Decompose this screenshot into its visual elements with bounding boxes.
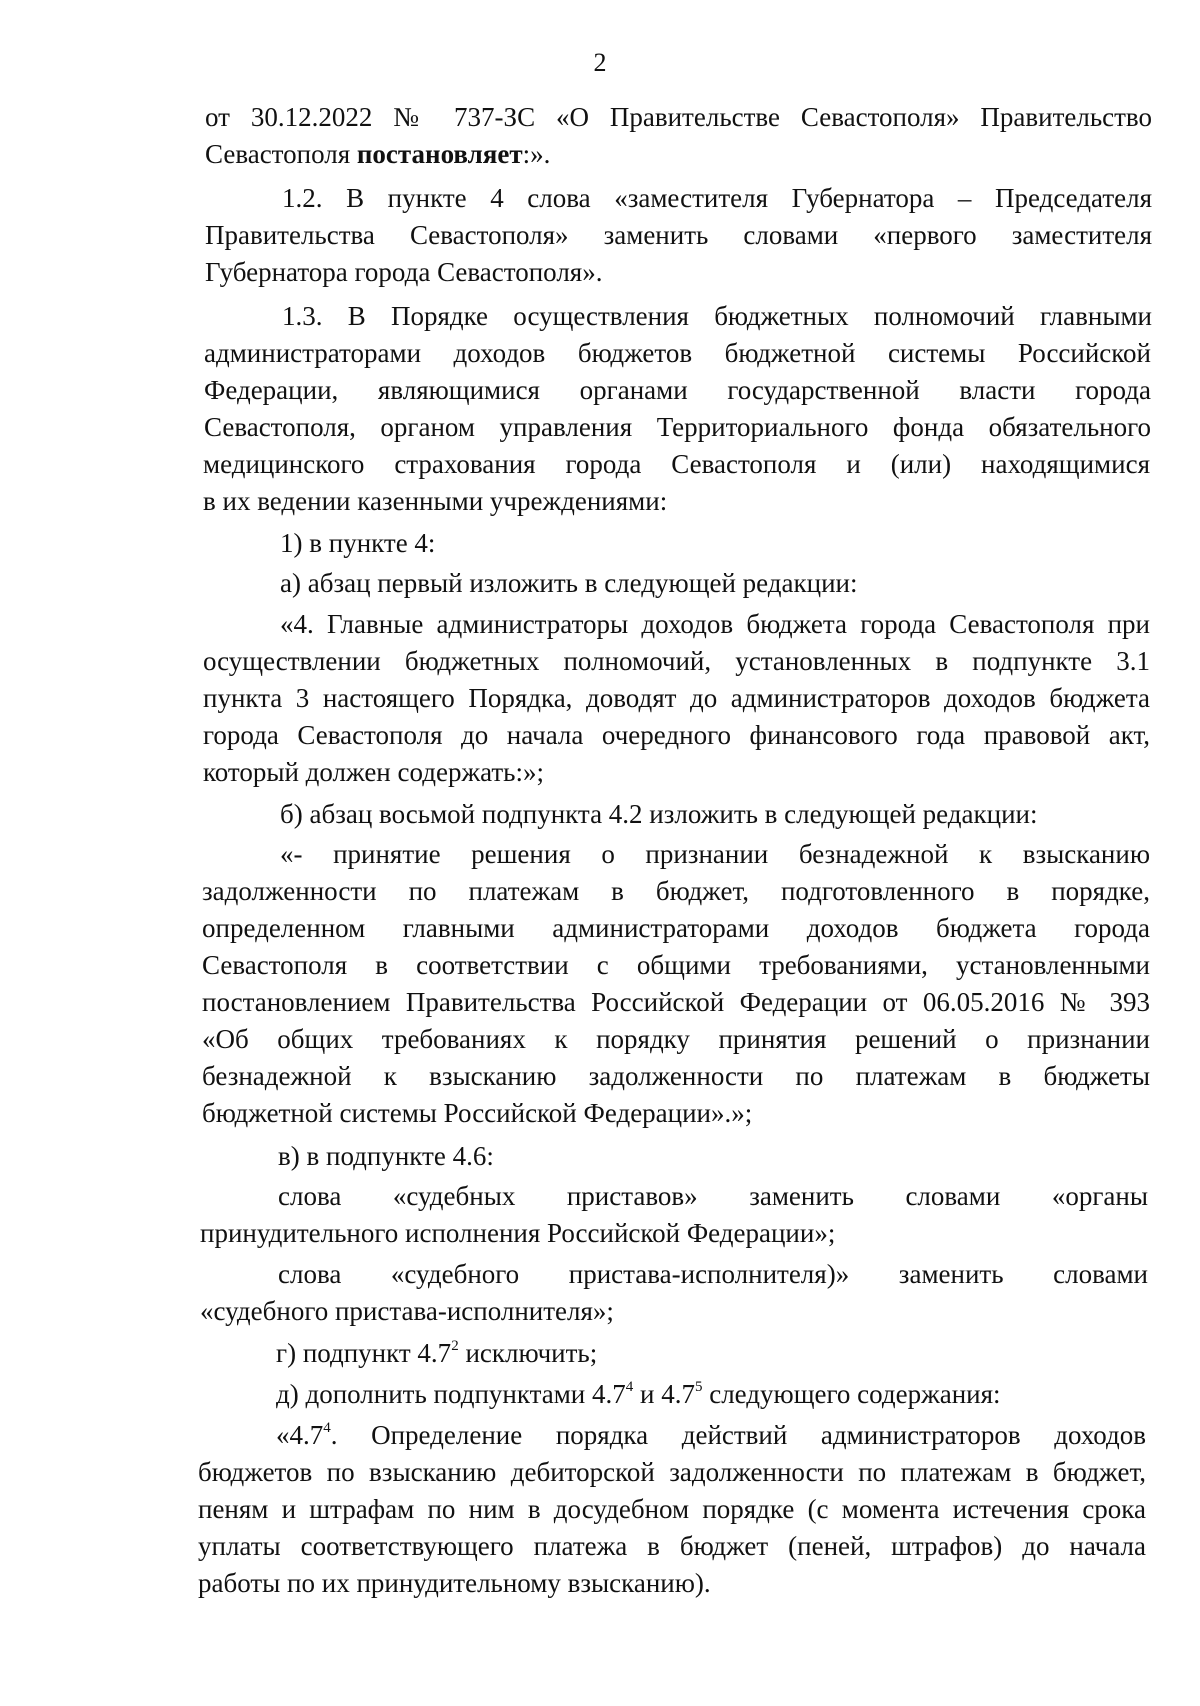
text-line: 1.2. В пункте 4 слова «заместителя Губернатора – Председателя	[282, 183, 1152, 213]
text-fragment: . Определение порядка действий администраторов доходов	[330, 1420, 1146, 1450]
text-line: бюджетной системы Российской Федерации».»;	[202, 1098, 753, 1128]
superscript: 4	[323, 1420, 331, 1436]
text-line: задолженности по платежам в бюджет, подготовленного в порядке,	[202, 876, 1150, 906]
page-number: 2	[593, 48, 607, 77]
superscript: 5	[694, 1379, 703, 1395]
text-line: Губернатора города Севастополя».	[205, 257, 603, 287]
text-line: а) абзац первый изложить в следующей редакции:	[280, 568, 858, 598]
text-line: 1.3. В Порядке осуществления бюджетных полномочий главными	[282, 301, 1152, 331]
text-line: Севастополя, органом управления Территориального фонда обязательного	[204, 412, 1151, 442]
text-line: пеням и штрафам по ним в досудебном порядке (с момента истечения срока	[198, 1494, 1146, 1524]
text-line: «- принятие решения о признании безнадежной к взысканию	[280, 839, 1150, 869]
text-line: «4. Главные администраторы доходов бюджета города Севастополя при	[280, 609, 1150, 639]
text-line	[276, 1376, 1146, 1412]
text-fragment: :».	[522, 139, 551, 169]
text-fragment: «4.7	[276, 1420, 324, 1450]
text-line: Севастополя в соответствии с общими требованиями, установленными	[202, 950, 1150, 980]
text-line: от 30.12.2022 № 737-ЗС «О Правительстве Севастополя» Правительство	[205, 102, 1152, 132]
text-line: постановлением Правительства Российской Федерации от 06.05.2016 № 393	[202, 987, 1150, 1017]
text-line: «Об общих требованиях к порядку принятия решений о признании	[202, 1024, 1150, 1054]
text-line: определенном главными администраторами доходов бюджета города	[202, 913, 1150, 943]
text-line: медицинского страхования города Севастополя и (или) находящимися	[203, 449, 1150, 479]
superscript: 2	[451, 1338, 459, 1354]
text-line: бюджетов по взысканию дебиторской задолженности по платежам в бюджет,	[198, 1457, 1146, 1487]
text-fragment: следующего содержания:	[702, 1379, 1001, 1409]
text-line: Правительства Севастополя» заменить словами «первого заместителя	[205, 220, 1152, 250]
text-line: осуществлении бюджетных полномочий, установленных в подпункте 3.1	[203, 646, 1150, 676]
text-line: который должен содержать:»;	[203, 757, 544, 787]
text-fragment: д) дополнить подпунктами 4.7	[276, 1379, 626, 1409]
text-line: в их ведении казенными учреждениями:	[203, 486, 668, 516]
text-fragment: Севастополя	[205, 139, 351, 169]
text-line: работы по их принудительному взысканию).	[198, 1568, 711, 1598]
text-line: принудительного исполнения Российской Федерации»;	[200, 1218, 836, 1248]
text-line: 1) в пункте 4:	[280, 528, 436, 558]
text-line: города Севастополя до начала очередного финансового года правовой акт,	[203, 720, 1150, 750]
superscript: 4	[625, 1379, 634, 1395]
text-line: слова «судебного пристава-исполнителя)» заменить словами	[278, 1259, 1148, 1289]
text-line: «судебного пристава-исполнителя»;	[200, 1296, 614, 1326]
text-line: Федерации, являющимися органами государственной власти города	[204, 375, 1151, 405]
text-line	[276, 1417, 1146, 1453]
text-fragment: и 4.7	[633, 1379, 695, 1409]
text-line: администраторами доходов бюджетов бюджетной системы Российской	[204, 338, 1151, 368]
bold-word: постановляет	[356, 139, 523, 169]
text-line: уплаты соответствующего платежа в бюджет (пеней, штрафов) до начала	[198, 1531, 1146, 1561]
text-line	[276, 1335, 1146, 1371]
text-line: пункта 3 настоящего Порядка, доводят до администраторов доходов бюджета	[203, 683, 1150, 713]
text-line: слова «судебных приставов» заменить словами «органы	[278, 1181, 1148, 1211]
text-line: безнадежной к взысканию задолженности по платежам в бюджеты	[202, 1061, 1150, 1091]
text-line: б) абзац восьмой подпункта 4.2 изложить в следующей редакции:	[280, 799, 1038, 829]
text-fragment: исключить;	[458, 1338, 598, 1368]
text-line: в) в подпункте 4.6:	[278, 1141, 494, 1171]
text-fragment: г) подпункт 4.7	[276, 1338, 452, 1368]
text-line	[205, 136, 1152, 172]
